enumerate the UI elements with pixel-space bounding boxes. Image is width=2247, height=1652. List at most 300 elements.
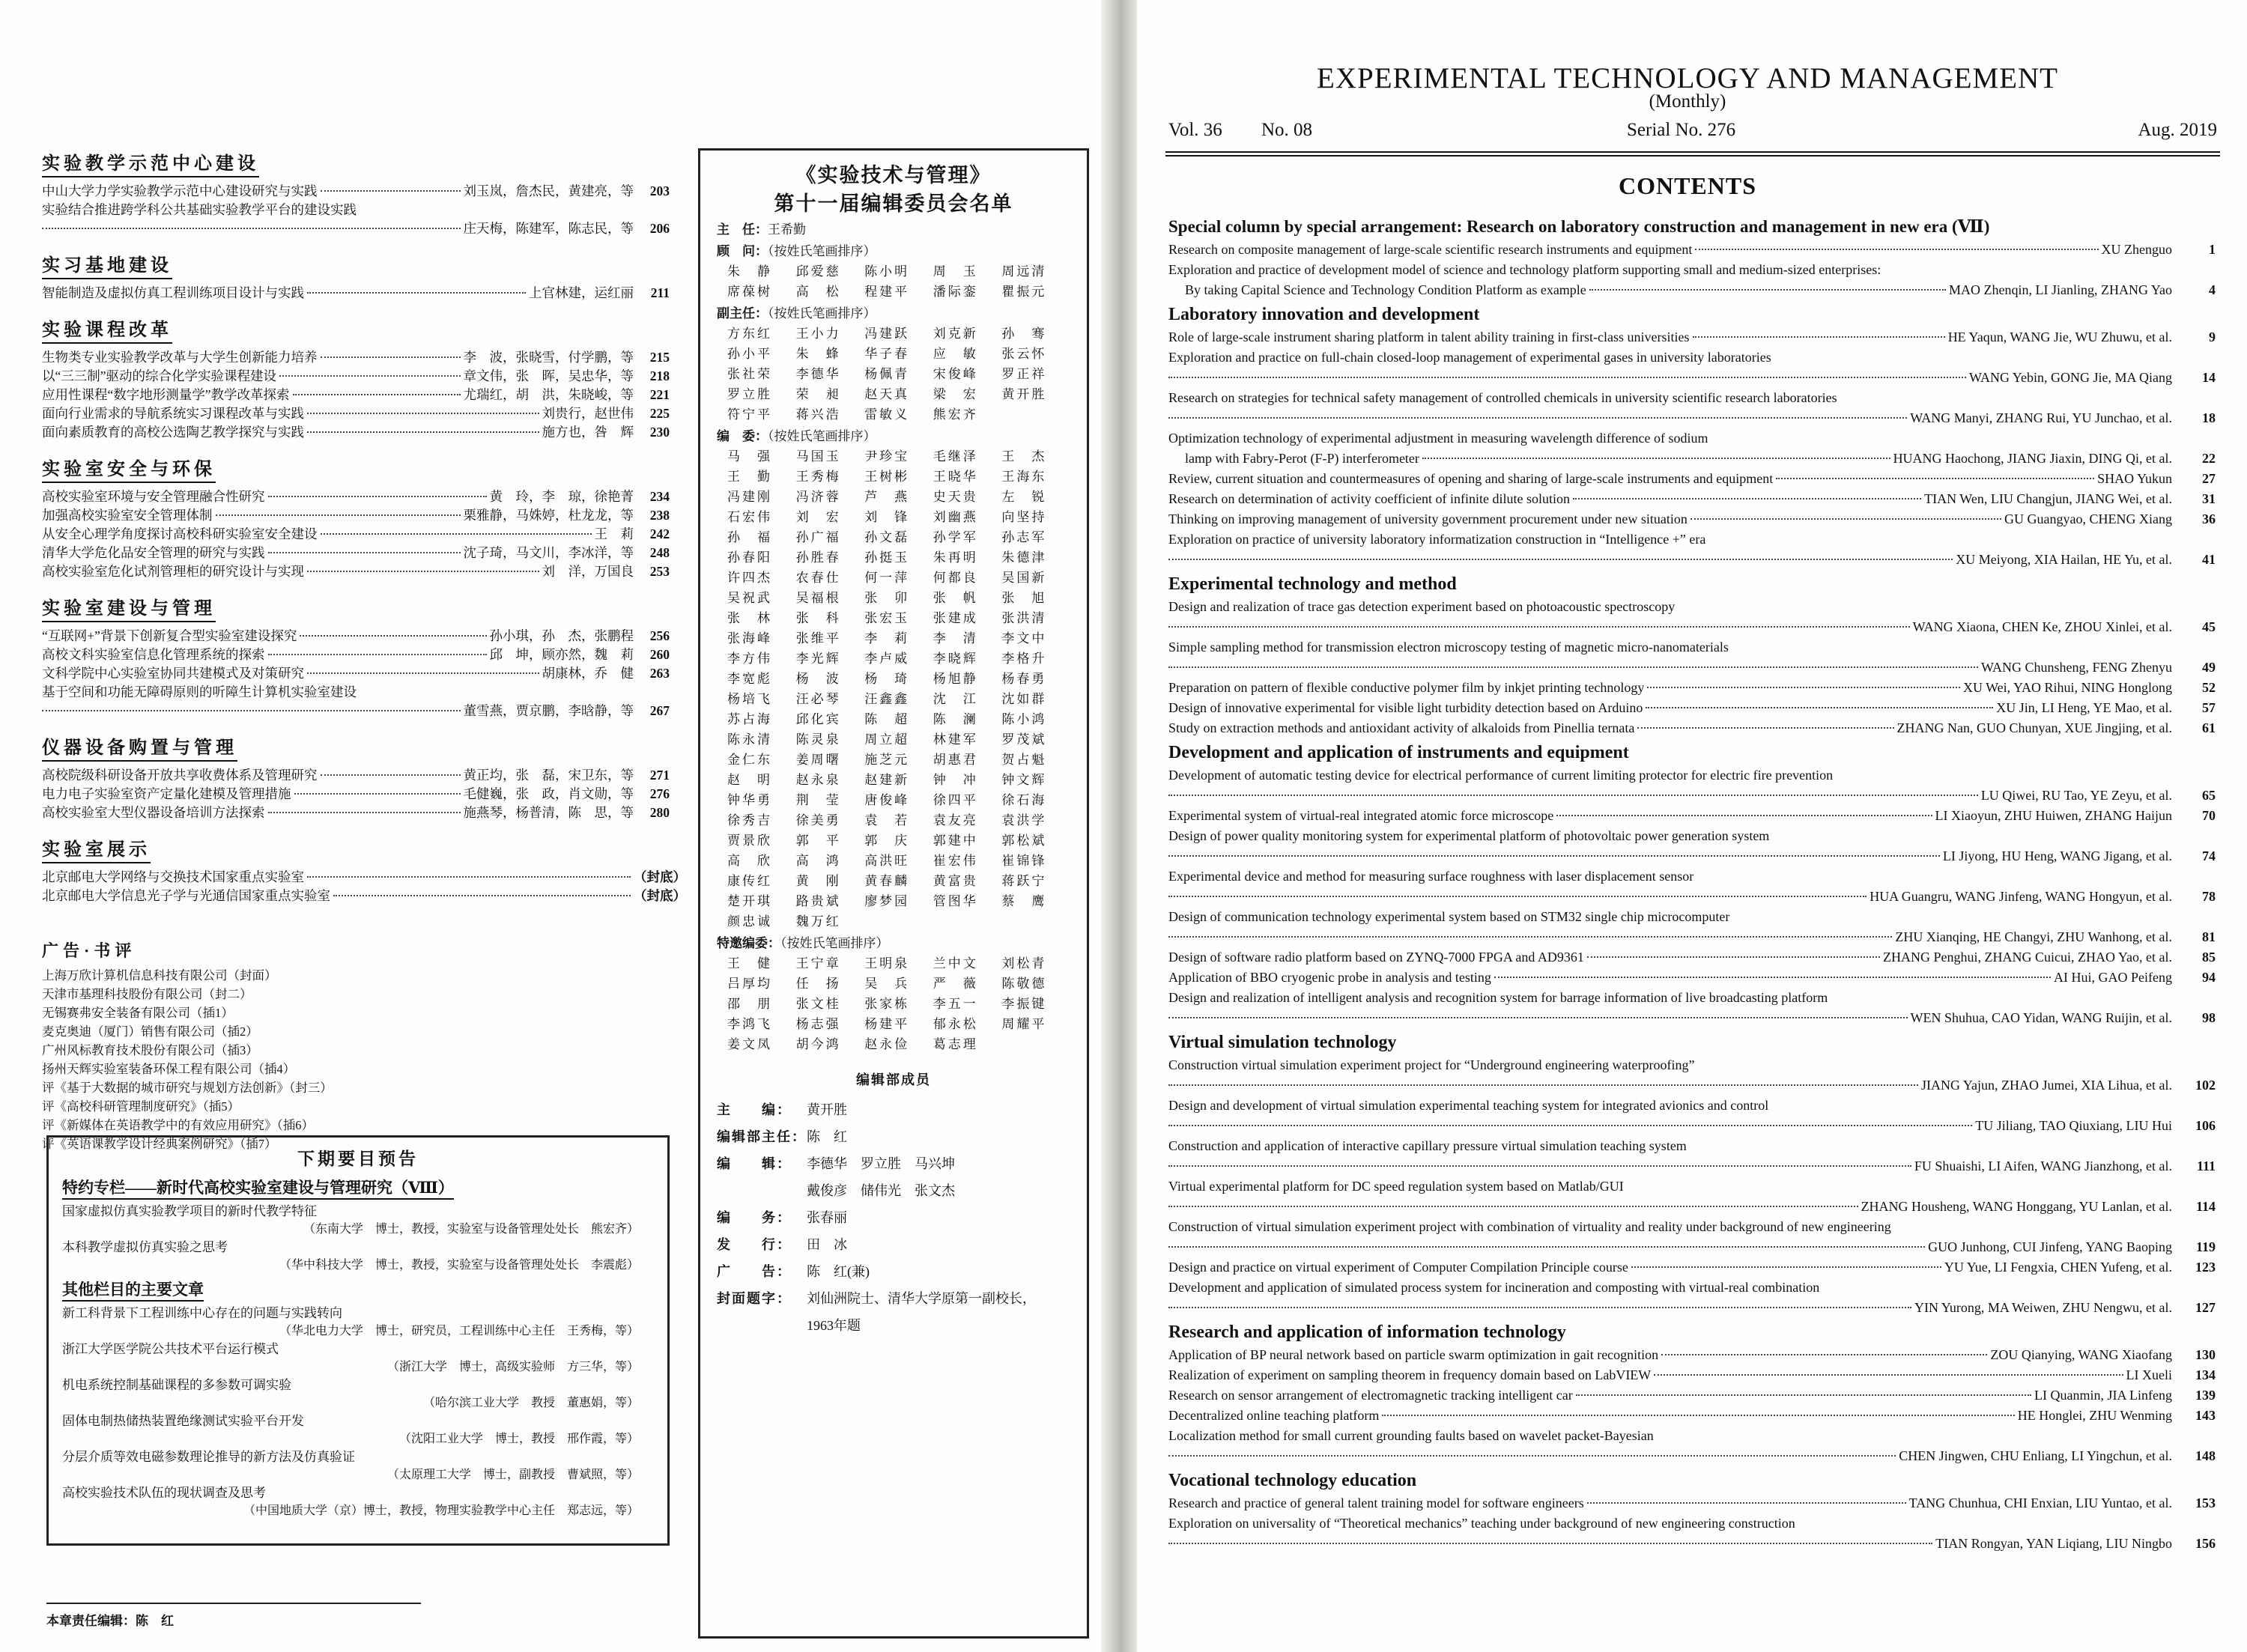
dot-leader (321, 774, 461, 776)
member-name: 崔宏伟 (933, 854, 978, 868)
contents-article-entry (1168, 1197, 2216, 1217)
article-page: 203 (649, 183, 670, 198)
ad-item: 上海万欣计算机信息科技有限公司（封面） (42, 968, 277, 983)
member-name: 李振键 (1001, 997, 1047, 1011)
member-name: 刘 锋 (864, 510, 910, 524)
article-entry (42, 525, 670, 544)
article-authors: 沈子琦，马文川，李冰洋，等 (463, 545, 634, 560)
member-name: 高 鸿 (795, 854, 841, 868)
dot-leader (1573, 498, 1921, 499)
contents-article-authors: XU Wei, YAO Rihui, NING Honglong (1962, 680, 2172, 695)
article-entry (42, 423, 670, 442)
contents-article-page: 153 (2195, 1495, 2216, 1510)
member-name: 高 欣 (727, 854, 772, 868)
contents-article-entry (1168, 1385, 2216, 1406)
member-name: 张家栋 (864, 997, 910, 1011)
member-name: 赵建新 (864, 773, 910, 787)
article-page: 230 (649, 425, 670, 440)
contents-article-entry (1168, 489, 2216, 509)
dot-leader (1631, 1266, 1941, 1268)
ad-item: 评《高校科研管理制度研究》（插5） (42, 1099, 240, 1114)
contents-article-page: 123 (2195, 1260, 2216, 1275)
member-name: 赵永俭 (864, 1037, 910, 1051)
member-name: 胡今鸿 (795, 1037, 841, 1051)
article-entry (42, 182, 670, 201)
member-name: 孙挺玉 (864, 550, 910, 565)
member-name: 徐四平 (933, 793, 978, 807)
dot-leader (1776, 478, 2094, 479)
dot-leader (1168, 855, 1940, 857)
member-name: 周耀平 (1001, 1017, 1047, 1031)
staff-name: 刘仙洲院士、清华大学原第一副校长， (807, 1291, 1036, 1306)
dot-leader (1168, 1543, 1932, 1544)
dot-leader (268, 552, 461, 553)
member-name: 邱爱慈 (795, 264, 841, 279)
member-name: 孙胜春 (795, 550, 841, 565)
dot-leader (321, 190, 461, 192)
contents-article-entry (1168, 1446, 2216, 1466)
member-name: 李卢威 (864, 652, 910, 666)
article-title: 中山大学力学实验教学示范中心建设研究与实践 (42, 183, 318, 198)
dot-leader (1576, 1394, 2031, 1396)
member-name: 何一萍 (864, 571, 910, 585)
contents-article-page: 139 (2195, 1388, 2216, 1403)
staff-row (717, 1204, 1070, 1231)
advisors-label: 顾 问： (717, 244, 768, 258)
contents-article-title: Development of automatic testing device for electrical performance of current limiting protector for electric fire prevention (1168, 768, 1834, 783)
member-name: 张维平 (795, 631, 841, 646)
article-title: 高校实验室危化试剂管理柜的研究设计与实现 (42, 564, 304, 579)
contents-article-page: 4 (2209, 282, 2216, 297)
contents-article-title-cont: By taking Capital Science and Technology Condition Platform as example (1185, 282, 1586, 297)
article-page: （封底） (634, 869, 686, 884)
contents-article-authors: WANG Chunsheng, FENG Zhenyu (1981, 660, 2172, 675)
contents-article-authors: YU Yue, LI Fengxia, CHEN Yufeng, et al. (1944, 1260, 2172, 1275)
contents-article-title: Virtual experimental platform for DC speed regulation system based on Matlab/GUI (1168, 1179, 1624, 1194)
member-name: 李宽彪 (727, 672, 772, 686)
member-name: 葛志理 (933, 1037, 978, 1051)
contents-article-title: Design of communication technology experimental system based on STM32 single chip microcomputer (1168, 909, 1730, 924)
member-name: 钟华勇 (727, 793, 772, 807)
contents-article-authors: GUO Junhong, CUI Jinfeng, YANG Baoping (1928, 1239, 2172, 1254)
contents-article-title: Research on determination of activity coefficient of infinite dilute solution (1168, 491, 1571, 506)
article-title: 应用性课程“数字地形测量学”教学改革探索 (42, 387, 290, 402)
contents-section-heading: Development and application of instruments and equipment (1168, 743, 1629, 762)
contents-article-authors: WANG Xiaona, CHEN Ke, ZHOU Xinlei, et al. (1912, 619, 2172, 634)
member-name: 朱再明 (933, 550, 978, 565)
member-name: 邵 朋 (727, 997, 772, 1011)
article-entry (42, 868, 686, 887)
contents-article-authors: FU Shuaishi, LI Aifen, WANG Jianzhong, et al. (1914, 1158, 2172, 1173)
editorial-committee-box (698, 148, 1089, 1639)
section-heading: 实验室建设与管理 (42, 593, 216, 622)
dot-leader (1382, 1415, 2014, 1416)
dot-leader (1422, 458, 1890, 459)
contents-article-authors: XU Jin, LI Heng, YE Mao, et al. (1996, 700, 2172, 715)
member-name: 张社荣 (727, 367, 772, 381)
section (42, 141, 670, 238)
article-authors: 毛健巍，张 政，肖文勋，等 (463, 786, 634, 801)
staff-name: 黄开胜 (807, 1102, 847, 1117)
contents-article-authors: LU Qiwei, RU Tao, YE Zeyu, et al. (1980, 788, 2172, 803)
staff-name: 田 冰 (807, 1237, 847, 1252)
member-name: 陈小明 (864, 264, 910, 279)
contents-article-entry (1168, 280, 2216, 300)
staff-name: 张春丽 (807, 1210, 847, 1225)
advisors-label-row (717, 241, 1070, 261)
section-heading: 实习基地建设 (42, 250, 172, 279)
contents-article-authors: XU Zhenguo (2101, 242, 2172, 257)
article-entry (42, 785, 670, 804)
article-entry (42, 488, 670, 506)
member-name: 张洪清 (1001, 611, 1047, 625)
member-name: 潘际銮 (933, 285, 978, 299)
member-name: 孙春阳 (727, 550, 772, 565)
director-label: 主 任： (717, 222, 768, 237)
contents-article-authors: ZHANG Nan, GUO Chunyan, XUE Jingjing, et al. (1896, 720, 2172, 735)
member-name: 农春仕 (795, 571, 841, 585)
editors-note: （按姓氏笔画排序） (768, 429, 876, 443)
article-page: 260 (649, 647, 670, 662)
article-title: 文科学院中心实验室协同共建模式及对策研究 (42, 666, 304, 681)
vice-director-grid (717, 324, 1070, 425)
member-name: 左 锐 (1001, 490, 1047, 504)
dot-leader (1168, 1017, 1908, 1018)
member-name: 程建平 (864, 285, 910, 299)
contents-article-title: Design of software radio platform based on ZYNQ-7000 FPGA and AD9361 (1168, 950, 1584, 965)
member-name: 陈灵泉 (795, 732, 841, 747)
member-name: 席葆树 (727, 285, 772, 299)
article-page: 218 (649, 368, 670, 383)
contents-article-authors: HE Yaqun, WANG Jie, WU Zhuwu, et al. (1947, 330, 2172, 344)
member-name: 冯建刚 (727, 490, 772, 504)
contents-article-entry (1168, 678, 2216, 698)
contents-article-title: Research on composite management of large-scale scientific research instruments and equipment (1168, 242, 1693, 257)
contents-article-title: Optimization technology of experimental adjustment in measuring wavelength difference of sodium (1168, 431, 1708, 446)
article-page: 221 (649, 387, 670, 402)
special-editors-grid (717, 953, 1070, 1054)
article-entry (42, 544, 670, 562)
staff-name: 1963年题 (807, 1318, 861, 1333)
contents-article-authors: HE Honglei, ZHU Wenming (2017, 1408, 2172, 1423)
article-authors: 黄 玲，李 琼，徐艳菁 (489, 489, 634, 504)
contents-article-page: 31 (2202, 491, 2216, 506)
article-title: 高校院级科研设备开放共享收费体系及管理研究 (42, 768, 318, 783)
contents-article-authors: SHAO Yukun (2097, 471, 2172, 486)
member-name: 徐秀吉 (727, 813, 772, 827)
member-name: 王 杰 (1001, 449, 1047, 464)
contents-article-entry (1168, 1345, 2216, 1365)
dot-leader (1168, 1165, 1911, 1167)
member-name: 赵天真 (864, 387, 910, 401)
member-name: 罗正祥 (1001, 367, 1047, 381)
ad-item: 评《基于大数据的城市研究与规划方法创新》（封三） (42, 1081, 333, 1095)
contents-article-page: 1 (2209, 242, 2216, 257)
article-entry (42, 702, 670, 720)
dot-leader (1587, 956, 1880, 958)
contents-article-entry (1168, 469, 2216, 489)
member-name: 袁友亮 (933, 813, 978, 827)
preview-special-heading: 特约专栏——新时代高校实验室建设与管理研究（Ⅷ） (62, 1176, 454, 1200)
member-name: 杨建平 (864, 1017, 910, 1031)
member-name: 孙广福 (795, 530, 841, 544)
contents-article-page: 74 (2202, 848, 2216, 863)
member-name: 张海峰 (727, 631, 772, 646)
article-entry (42, 627, 670, 646)
section (42, 827, 686, 905)
member-name: 宋俊峰 (933, 367, 978, 381)
dot-leader (268, 812, 461, 813)
article-title: 实验结合推进跨学科公共基础实验教学平台的建设实践 (42, 202, 357, 217)
contents-article-entry (1168, 1008, 2216, 1028)
member-name: 李 莉 (864, 631, 910, 646)
contents-article-page: 65 (2202, 788, 2216, 803)
article-title: 北京邮电大学网络与交换技术国家重点实验室 (42, 869, 304, 884)
member-name: 马国玉 (795, 449, 841, 464)
header-rule-bottom (1165, 155, 2220, 157)
member-name: 李文中 (1001, 631, 1047, 646)
contents-article-page: 148 (2195, 1448, 2216, 1463)
staff-role: 封面题字： (717, 1291, 792, 1306)
contents-article-authors: ZHANG Housheng, WANG Honggang, YU Lanlan, et al. (1861, 1199, 2172, 1214)
article-page: 225 (649, 406, 670, 421)
contents-article-authors: HUA Guangru, WANG Jinfeng, WANG Hongyun, et al. (1870, 889, 2172, 904)
member-name: 钟文辉 (1001, 773, 1047, 787)
member-name: 施芝元 (864, 753, 910, 767)
member-name: 朱 静 (727, 264, 772, 279)
dot-leader (1693, 336, 1945, 338)
member-name: 荣 昶 (795, 387, 841, 401)
dot-leader (42, 710, 461, 711)
dot-leader (1168, 936, 1892, 938)
member-name: 刘 宏 (795, 510, 841, 524)
section-heading: 实验室展示 (42, 834, 151, 863)
member-name: 蔡 鹰 (1001, 894, 1047, 908)
section (42, 446, 670, 581)
editors-grid (717, 446, 1070, 932)
ad-item: 扬州天辉实验室装备环保工程有限公司（插4） (42, 1062, 296, 1076)
contents-article-entry (1168, 327, 2216, 347)
member-name: 唐俊峰 (864, 793, 910, 807)
special-editors-label: 特邀编委： (717, 936, 780, 950)
preview-other-list (62, 1305, 654, 1520)
member-name: 汪鑫鑫 (864, 692, 910, 706)
contents-article-page: 85 (2202, 950, 2216, 965)
dot-leader (1695, 249, 2098, 250)
contents-article-page: 27 (2202, 471, 2216, 486)
staff-row (717, 1123, 1070, 1150)
member-name: 王 勤 (727, 470, 772, 484)
contents-article-authors: WEN Shuhua, CAO Yidan, WANG Ruijin, et al. (1910, 1010, 2172, 1025)
contents-section-heading: Research and application of information technology (1168, 1322, 1566, 1342)
volume: Vol. 36 (1168, 120, 1222, 140)
editorial-staff-list (717, 1096, 1070, 1339)
contents-article-entry (1168, 1257, 2216, 1278)
dot-leader (42, 228, 461, 229)
member-name: 张宏玉 (864, 611, 910, 625)
article-authors: 尤瑞红，胡 洪，朱晓峻，等 (463, 387, 634, 402)
article-entry (42, 284, 670, 303)
article-authors: 栗雅静，马姝婷，杜龙龙，等 (463, 508, 634, 523)
contents-article-title: Decentralized online teaching platform (1168, 1408, 1380, 1423)
member-name: 崔锦锋 (1001, 854, 1047, 868)
member-name: 蒋跃宁 (1001, 874, 1047, 888)
contents-section-heading: Virtual simulation technology (1168, 1033, 1397, 1052)
article-page: 276 (649, 786, 670, 801)
member-name: 黄 刚 (795, 874, 841, 888)
member-name: 杨旭静 (933, 672, 978, 686)
member-name: 符宁平 (727, 407, 772, 422)
dot-leader (307, 413, 539, 414)
member-name: 姜周曙 (795, 753, 841, 767)
editorial-dept-title: 编辑部成员 (856, 1072, 931, 1087)
member-name: 袁洪学 (1001, 813, 1047, 827)
chinese-contents-column (42, 141, 686, 1153)
article-authors: 邱 坤，顾亦然，魏 莉 (489, 647, 634, 662)
preview-article-author: （华北电力大学 博士，研究员，工程训练中心主任 王秀梅，等） (279, 1325, 639, 1337)
contents-article-page: 70 (2202, 808, 2216, 823)
article-title: 面向行业需求的导航系统实习课程改革与实践 (42, 406, 304, 421)
member-name: 王海东 (1001, 470, 1047, 484)
contents-article-authors: ZHANG Penghui, ZHANG Cuicui, ZHAO Yao, et al. (1883, 950, 2172, 965)
dot-leader (1654, 1374, 2123, 1376)
preview-article-author: （华中科技大学 博士，教授，实验室与设备管理处处长 李震彪） (279, 1259, 639, 1272)
contents-article-entry (1168, 1534, 2216, 1554)
member-name: 高洪旺 (864, 854, 910, 868)
article-page: 271 (649, 768, 670, 783)
dot-leader (307, 571, 539, 572)
dot-leader (333, 895, 631, 896)
contents-article-authors: LI Jiyong, HU Heng, WANG Jigang, et al. (1942, 848, 2172, 863)
member-name: 罗立胜 (727, 387, 772, 401)
member-name: 林建军 (933, 732, 978, 747)
member-name: 李 清 (933, 631, 978, 646)
editors-label-row (717, 426, 1070, 446)
staff-name: 戴俊彦 储伟光 张文杰 (807, 1183, 955, 1198)
article-authors: 黄正均，张 磊，宋卫东，等 (463, 768, 634, 783)
contents-article-entry (1168, 658, 2216, 678)
contents-article-entry (1168, 1365, 2216, 1385)
member-name: 李德华 (795, 367, 841, 381)
staff-role (717, 1177, 807, 1204)
advisors-note: （按姓氏笔画排序） (768, 244, 876, 258)
staff-role: 发 行： (717, 1237, 792, 1252)
dot-leader (1168, 1246, 1925, 1248)
contents-article-title: Research and practice of general talent training model for software engineers (1168, 1495, 1584, 1510)
member-name: 张文桂 (795, 997, 841, 1011)
contents-article-authors: TIAN Rongyan, YAN Liqiang, LIU Ningbo (1935, 1536, 2172, 1551)
contents-article-page: 61 (2202, 720, 2216, 735)
dot-leader (1168, 896, 1867, 897)
contents-article-entry (1168, 1237, 2216, 1257)
contents-article-entry (1168, 1493, 2216, 1513)
contents-article-authors: HUANG Haochong, JIANG Jiaxin, DING Qi, et al. (1893, 451, 2172, 466)
section-heading: 仪器设备购置与管理 (42, 732, 237, 762)
article-title: 北京邮电大学信息光子学与光通信国家重点实验室 (42, 888, 330, 903)
contents-article-entry (1168, 368, 2216, 388)
ads-heading: 广告·书评 (42, 941, 136, 960)
contents-article-entry (1168, 1116, 2216, 1136)
article-page: 234 (649, 489, 670, 504)
dot-leader (1494, 977, 2051, 978)
member-name: 杨春勇 (1001, 672, 1047, 686)
contents-article-title: Design and realization of trace gas detection experiment based on photoacoustic spectroscopy (1168, 599, 1676, 614)
member-name: 路贵斌 (795, 894, 841, 908)
contents-section-heading: Experimental technology and method (1168, 574, 1457, 594)
member-name: 刘克新 (933, 327, 978, 341)
member-name: 沈 江 (933, 692, 978, 706)
special-editors-label-row (717, 933, 1070, 953)
member-name: 李方伟 (727, 652, 772, 666)
member-name: 毛继泽 (933, 449, 978, 464)
contents-article-page: 111 (2196, 1158, 2216, 1173)
member-name: 颜忠诚 (727, 914, 772, 929)
article-title: 电力电子实验室资产定量化建模及管理措施 (42, 786, 291, 801)
vice-label-row (717, 303, 1070, 324)
member-name: 王 健 (727, 956, 772, 971)
article-entry (42, 887, 686, 905)
member-name: 熊宏齐 (933, 407, 978, 422)
article-page: 267 (649, 703, 670, 718)
contents-article-authors: LI Xueli (2126, 1367, 2172, 1382)
article-entry (42, 367, 670, 386)
contents-article-page: 14 (2202, 370, 2216, 385)
contents-article-authors: TIAN Wen, LIU Changjun, JIANG Wei, et al. (1924, 491, 2172, 506)
article-entry (42, 562, 670, 581)
article-page: 215 (649, 350, 670, 365)
article-entry (42, 404, 670, 423)
contents-article-page: 106 (2195, 1118, 2216, 1133)
contents-article-title: Design of innovative experimental for visible light turbidity detection based on Arduino (1168, 700, 1643, 715)
contents-article-entry (1168, 846, 2216, 866)
contents-article-authors: CHEN Jingwen, CHU Enliang, LI Yingchun, et al. (1899, 1448, 2172, 1463)
staff-name: 陈 红 (807, 1129, 847, 1144)
staff-name: 陈 红(兼) (807, 1264, 870, 1279)
member-name: 郭建中 (933, 833, 978, 848)
member-name: 兰中文 (933, 956, 978, 971)
member-name: 杨 琦 (864, 672, 910, 686)
dot-leader (294, 793, 461, 795)
member-name: 冯建跃 (864, 327, 910, 341)
article-authors: 王 莉 (594, 526, 634, 541)
member-name: 吕厚均 (727, 977, 772, 991)
preview-article-title: 固体电制热储热装置绝缘测试实验平台开发 (62, 1414, 304, 1428)
member-name: 徐石海 (1001, 793, 1047, 807)
dot-leader (1168, 1206, 1858, 1207)
member-name: 郭 平 (795, 833, 841, 848)
member-name: 苏占海 (727, 712, 772, 726)
staff-role: 主 编： (717, 1102, 792, 1117)
contents-article-title: Simple sampling method for transmission electron microscopy testing of magnetic micro-nanomaterials (1168, 640, 1729, 655)
vice-note: （按姓氏笔画排序） (768, 306, 876, 321)
contents-article-title: Research on strategies for technical safety management of controlled chemicals in university scientific research laboratories (1168, 390, 1837, 405)
member-name: 赵永泉 (795, 773, 841, 787)
article-authors: 施方也，咎 辉 (542, 425, 634, 440)
contents-article-title: Construction and application of interactive capillary pressure virtual simulation teaching system (1168, 1138, 1687, 1153)
member-name: 王树彬 (864, 470, 910, 484)
dot-leader (216, 514, 461, 516)
staff-role: 编 辑： (717, 1156, 792, 1171)
dot-leader (321, 356, 461, 358)
member-name: 吴祝武 (727, 591, 772, 605)
contents-article-authors: LI Quanmin, JIA Linfeng (2034, 1388, 2172, 1403)
special-editors-note: （按姓氏笔画排序） (780, 936, 889, 950)
member-name: 严 薇 (933, 977, 978, 991)
member-name: 孙志军 (1001, 530, 1047, 544)
contents-article-entry (1168, 947, 2216, 968)
ad-item: 评《新媒体在英语教学中的有效应用研究》（插6） (42, 1118, 314, 1132)
staff-row (717, 1177, 1070, 1204)
